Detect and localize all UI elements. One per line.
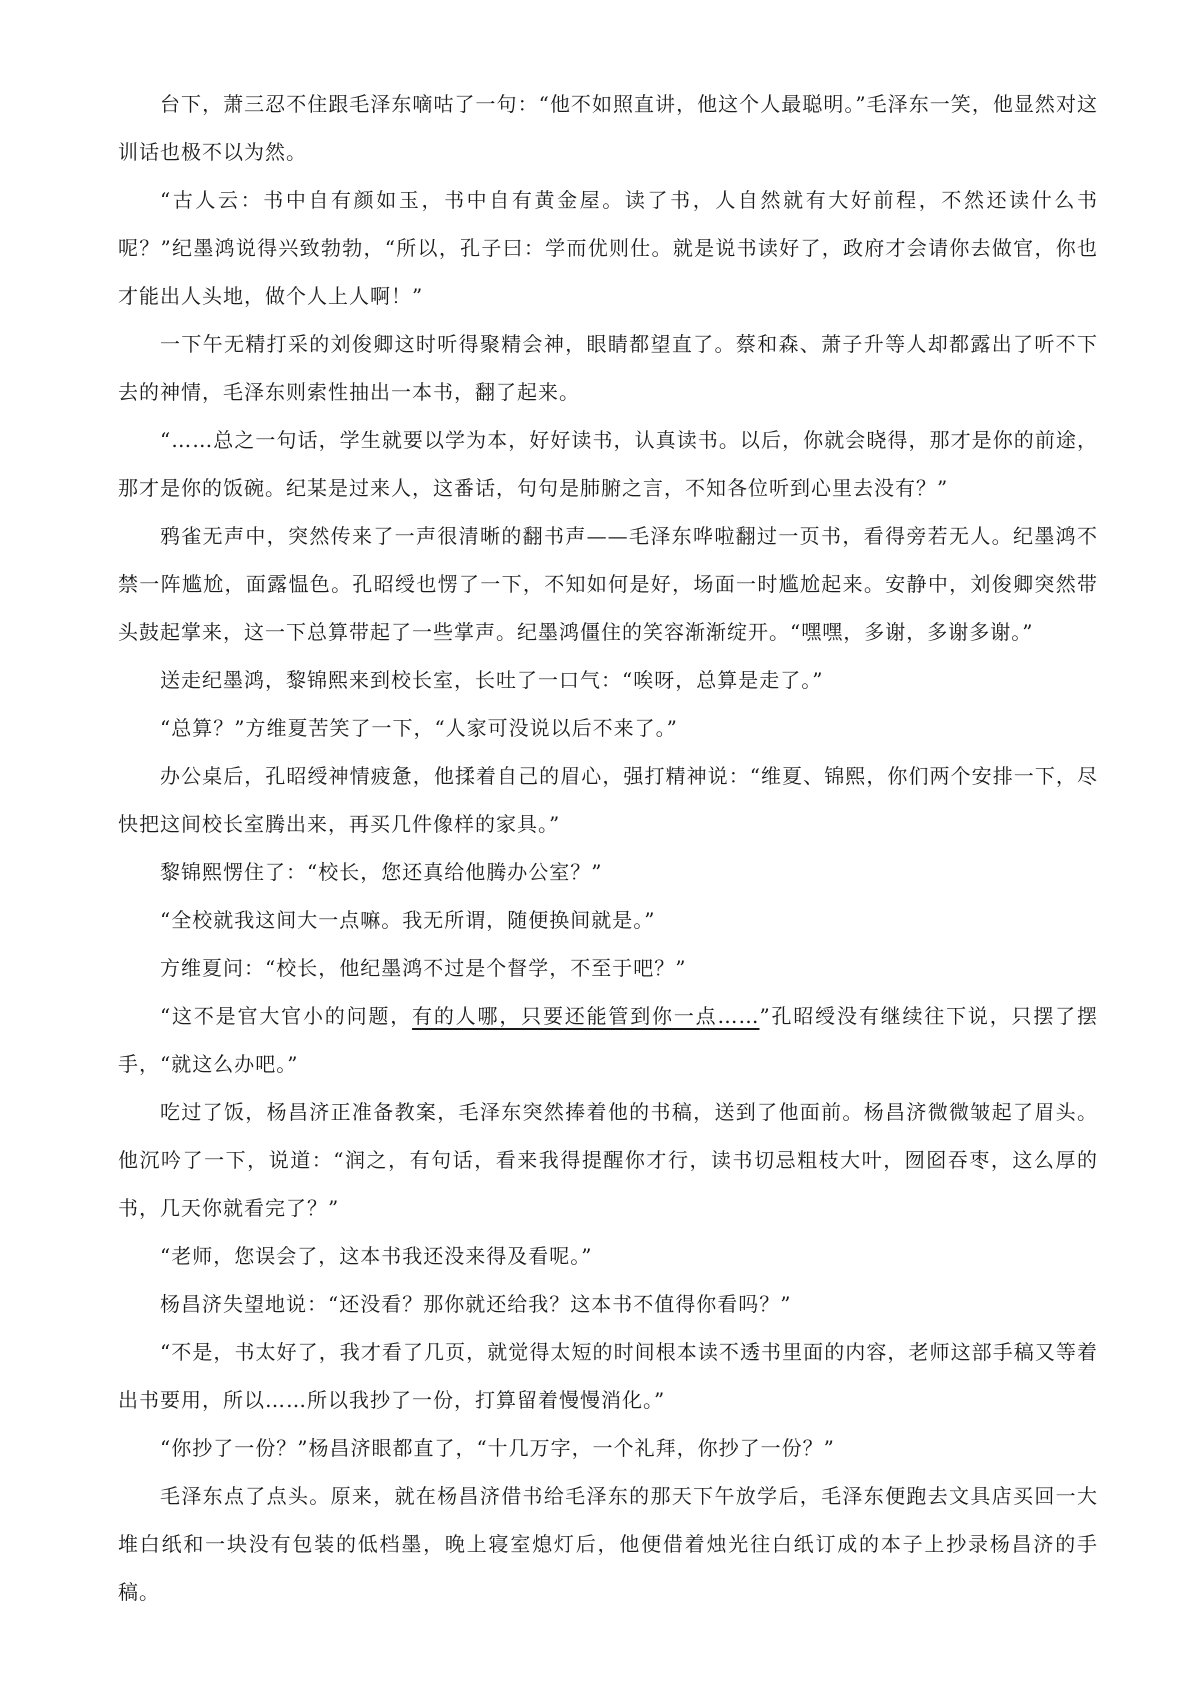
paragraph-5: 鸦雀无声中，突然传来了一声很清晰的翻书声——毛泽东哗啦翻过一页书，看得旁若无人。纪墨鸿不禁一阵尴尬，面露愠色。孔昭绶也愣了一下，不知如何是好，场面一时尴尬起来。安静中，刘俊卿突然带头鼓起掌来，这一下总算带起了一些掌声。纪墨鸿僵住的笑容渐渐绽开。“嘿嘿，多谢，多谢多谢。” [118,524,1098,644]
paragraph-9: 黎锦熙愣住了：“校长，您还真给他腾办公室？” [160,860,603,884]
paragraph-8: 办公桌后，孔昭绶神情疲惫，他揉着自己的眉心，强打精神说：“维夏、锦熙，你们两个安排一下，尽快把这间校长室腾出来，再买几件像样的家具。” [118,764,1098,836]
paragraph-15: 杨昌济失望地说：“还没看？那你就还给我？这本书不值得你看吗？” [160,1292,792,1316]
paragraph-1: 台下，萧三忍不住跟毛泽东嘀咕了一句：“他不如照直讲，他这个人最聪明。”毛泽东一笑，他显然对这训话也极不以为然。 [118,92,1098,164]
paragraph-13: 吃过了饭，杨昌济正准备教案，毛泽东突然捧着他的书稿，送到了他面前。杨昌济微微皱起了眉头。他沉吟了一下，说道：“润之，有句话，看来我得提醒你才行，读书切忌粗枝大叶，囫囵吞枣，这么厚的书，几天你就看完了？” [118,1100,1098,1220]
underlined-sentence: 有的人哪，只要还能管到你一点…… [412,1004,760,1028]
document-page [118,80,1098,1616]
paragraph-6: 送走纪墨鸿，黎锦熙来到校长室，长吐了一口气：“唉呀，总算是走了。” [160,668,824,692]
paragraph-12-underlined [118,992,1098,1088]
paragraph-12-after: ”孔昭绶没有继续往下说，只摆了摆手，“就这么办吧。” [118,1004,1098,1076]
paragraph-10: “全校就我这间大一点嘛。我无所谓，随便换间就是。” [160,908,656,932]
paragraph-7: “总算？”方维夏苦笑了一下，“人家可没说以后不来了。” [160,716,678,740]
paragraph-11: 方维夏问：“校长，他纪墨鸿不过是个督学，不至于吧？” [160,956,687,980]
paragraph-14: “老师，您误会了，这本书我还没来得及看呢。” [160,1244,593,1268]
paragraph-4: “……总之一句话，学生就要以学为本，好好读书，认真读书。以后，你就会晓得，那才是你的前途，那才是你的饭碗。纪某是过来人，这番话，句句是肺腑之言，不知各位听到心里去没有？” [118,428,1098,500]
paragraph-12-before: “这不是官大官小的问题， [160,1004,413,1028]
paragraph-18: 毛泽东点了点头。原来，就在杨昌济借书给毛泽东的那天下午放学后，毛泽东便跑去文具店买回一大堆白纸和一块没有包装的低档墨，晚上寝室熄灯后，他便借着烛光往白纸订成的本子上抄录杨昌济的手稿。 [118,1484,1098,1604]
paragraph-2: “古人云：书中自有颜如玉，书中自有黄金屋。读了书，人自然就有大好前程，不然还读什么书呢？”纪墨鸿说得兴致勃勃，“所以，孔子曰：学而优则仕。就是说书读好了，政府才会请你去做官，你也才能出人头地，做个人上人啊！” [118,188,1098,308]
paragraph-17: “你抄了一份？”杨昌济眼都直了，“十几万字，一个礼拜，你抄了一份？” [160,1436,835,1460]
paragraph-3: 一下午无精打采的刘俊卿这时听得聚精会神，眼睛都望直了。蔡和森、萧子升等人却都露出了听不下去的神情，毛泽东则索性抽出一本书，翻了起来。 [118,332,1098,404]
paragraph-16: “不是，书太好了，我才看了几页，就觉得太短的时间根本读不透书里面的内容，老师这部手稿又等着出书要用，所以……所以我抄了一份，打算留着慢慢消化。” [118,1340,1098,1412]
